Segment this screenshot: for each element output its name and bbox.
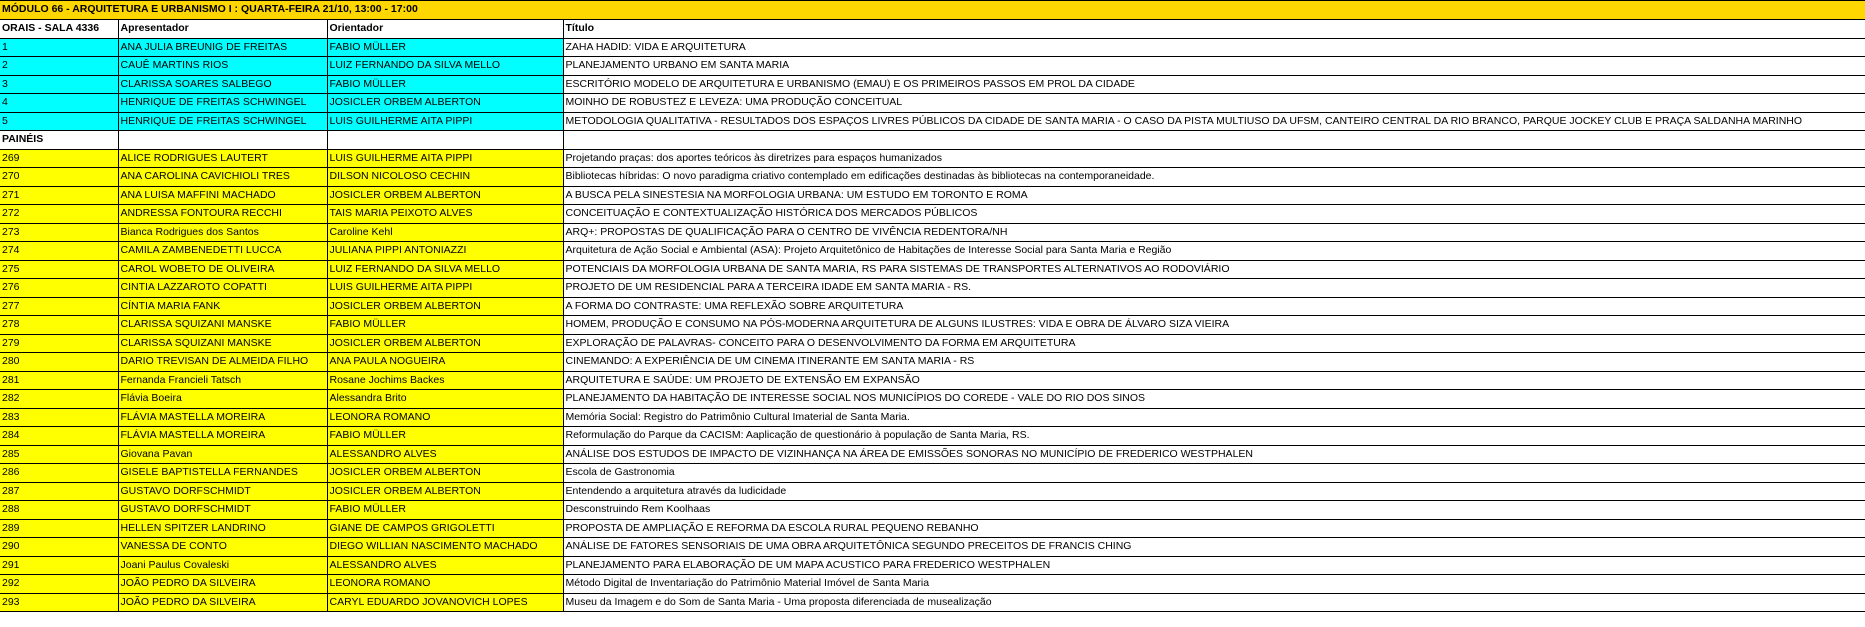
cell-apresentador[interactable]: ANDRESSA FONTOURA RECCHI	[118, 205, 327, 224]
cell-orientador[interactable]: LUIZ FERNANDO DA SILVA MELLO	[327, 57, 563, 76]
cell-apresentador[interactable]: FLÁVIA MASTELLA MOREIRA	[118, 427, 327, 446]
cell-titulo[interactable]: Reformulação do Parque da CACISM: Aaplicação de questionário à população de Santa Maria, RS.	[563, 427, 1865, 446]
cell-titulo[interactable]: POTENCIAIS DA MORFOLOGIA URBANA DE SANTA MARIA, RS PARA SISTEMAS DE TRANSPORTES ALTERNATIVOS AO RODOVIÁRIO	[563, 260, 1865, 279]
cell-number[interactable]: 2	[0, 57, 118, 76]
painel-row	[0, 316, 1865, 335]
cell-orientador[interactable]: LUIZ FERNANDO DA SILVA MELLO	[327, 260, 563, 279]
cell-titulo[interactable]: EXPLORAÇÃO DE PALAVRAS- CONCEITO PARA O DESENVOLVIMENTO DA FORMA EM ARQUITETURA	[563, 334, 1865, 353]
cell-titulo[interactable]: A BUSCA PELA SINESTESIA NA MORFOLOGIA URBANA: UM ESTUDO EM TORONTO E ROMA	[563, 186, 1865, 205]
painel-row	[0, 519, 1865, 538]
cell-orientador[interactable]: DIEGO WILLIAN NASCIMENTO MACHADO	[327, 538, 563, 557]
empty-cell[interactable]	[118, 131, 327, 150]
cell-number[interactable]: 279	[0, 334, 118, 353]
cell-number[interactable]: 281	[0, 371, 118, 390]
cell-apresentador[interactable]: CINTIA LAZZAROTO COPATTI	[118, 279, 327, 298]
cell-apresentador[interactable]: GUSTAVO DORFSCHMIDT	[118, 482, 327, 501]
cell-orientador[interactable]: ALESSANDRO ALVES	[327, 445, 563, 464]
cell-orientador[interactable]: LEONORA ROMANO	[327, 575, 563, 594]
cell-number[interactable]: 289	[0, 519, 118, 538]
cell-orientador[interactable]: FABIO MÜLLER	[327, 316, 563, 335]
paineis-label[interactable]: PAINÉIS	[0, 131, 118, 150]
cell-apresentador[interactable]: CAUÊ MARTINS RIOS	[118, 57, 327, 76]
painel-row	[0, 242, 1865, 261]
cell-number[interactable]: 277	[0, 297, 118, 316]
cell-apresentador[interactable]: VANESSA DE CONTO	[118, 538, 327, 557]
painel-row	[0, 445, 1865, 464]
cell-orientador[interactable]: JOSICLER ORBEM ALBERTON	[327, 94, 563, 113]
cell-orientador[interactable]: JOSICLER ORBEM ALBERTON	[327, 186, 563, 205]
painel-row	[0, 149, 1865, 168]
painel-row	[0, 464, 1865, 483]
cell-apresentador[interactable]: Flávia Boeira	[118, 390, 327, 409]
cell-apresentador[interactable]: HENRIQUE DE FREITAS SCHWINGEL	[118, 112, 327, 131]
oral-row	[0, 112, 1865, 131]
oral-row	[0, 94, 1865, 113]
cell-titulo[interactable]: Projetando praças: dos aportes teóricos às diretrizes para espaços humanizados	[563, 149, 1865, 168]
cell-orientador[interactable]: ANA PAULA NOGUEIRA	[327, 353, 563, 372]
painel-row	[0, 427, 1865, 446]
cell-orientador[interactable]: TAIS MARIA PEIXOTO ALVES	[327, 205, 563, 224]
paineis-section-row	[0, 131, 1865, 150]
cell-orientador[interactable]: JOSICLER ORBEM ALBERTON	[327, 482, 563, 501]
cell-apresentador[interactable]: Joani Paulus Covaleski	[118, 556, 327, 575]
painel-row	[0, 334, 1865, 353]
empty-cell[interactable]	[563, 131, 1865, 150]
cell-number[interactable]: 287	[0, 482, 118, 501]
cell-titulo[interactable]: ESCRITÓRIO MODELO DE ARQUITETURA E URBANISMO (EMAU) E OS PRIMEIROS PASSOS EM PROL DA CIDADE	[563, 75, 1865, 94]
painel-row	[0, 501, 1865, 520]
cell-titulo[interactable]: Desconstruindo Rem Koolhaas	[563, 501, 1865, 520]
cell-number[interactable]: 291	[0, 556, 118, 575]
cell-number[interactable]: 273	[0, 223, 118, 242]
header-orientador[interactable]: Orientador	[327, 20, 563, 39]
header-titulo[interactable]: Título	[563, 20, 1865, 39]
cell-titulo[interactable]: Arquitetura de Ação Social e Ambiental (ASA): Projeto Arquitetônico de Habitações de Interesse Social para Santa Maria e Região	[563, 242, 1865, 261]
cell-orientador[interactable]: Caroline Kehl	[327, 223, 563, 242]
cell-titulo[interactable]: CINEMANDO: A EXPERIÊNCIA DE UM CINEMA ITINERANTE EM SANTA MARIA - RS	[563, 353, 1865, 372]
cell-apresentador[interactable]: FLÁVIA MASTELLA MOREIRA	[118, 408, 327, 427]
cell-titulo[interactable]: PLANEJAMENTO PARA ELABORAÇÃO DE UM MAPA ACUSTICO PARA FREDERICO WESTPHALEN	[563, 556, 1865, 575]
cell-apresentador[interactable]: CÍNTIA MARIA FANK	[118, 297, 327, 316]
painel-row	[0, 353, 1865, 372]
cell-number[interactable]: 292	[0, 575, 118, 594]
cell-titulo[interactable]: ARQ+: PROPOSTAS DE QUALIFICAÇÃO PARA O CENTRO DE VIVÊNCIA REDENTORA/NH	[563, 223, 1865, 242]
cell-titulo[interactable]: ARQUITETURA E SAÚDE: UM PROJETO DE EXTENSÃO EM EXPANSÃO	[563, 371, 1865, 390]
cell-number[interactable]: 272	[0, 205, 118, 224]
cell-titulo[interactable]: CONCEITUAÇÃO E CONTEXTUALIZAÇÃO HISTÓRICA DOS MERCADOS PÚBLICOS	[563, 205, 1865, 224]
oral-row	[0, 38, 1865, 57]
painel-row	[0, 260, 1865, 279]
cell-apresentador[interactable]: JOÃO PEDRO DA SILVEIRA	[118, 593, 327, 612]
cell-orientador[interactable]: JOSICLER ORBEM ALBERTON	[327, 297, 563, 316]
cell-orientador[interactable]: Alessandra Brito	[327, 390, 563, 409]
cell-apresentador[interactable]: Giovana Pavan	[118, 445, 327, 464]
cell-number[interactable]: 4	[0, 94, 118, 113]
cell-number[interactable]: 270	[0, 168, 118, 187]
header-apresentador[interactable]: Apresentador	[118, 20, 327, 39]
cell-orientador[interactable]: FABIO MÜLLER	[327, 38, 563, 57]
cell-orientador[interactable]: DILSON NICOLOSO CECHIN	[327, 168, 563, 187]
painel-row	[0, 538, 1865, 557]
painel-row	[0, 408, 1865, 427]
cell-orientador[interactable]: FABIO MÜLLER	[327, 501, 563, 520]
cell-number[interactable]: 271	[0, 186, 118, 205]
cell-number[interactable]: 276	[0, 279, 118, 298]
cell-number[interactable]: 1	[0, 38, 118, 57]
cell-number[interactable]: 284	[0, 427, 118, 446]
oral-row	[0, 57, 1865, 76]
painel-row	[0, 482, 1865, 501]
cell-titulo[interactable]: A FORMA DO CONTRASTE: UMA REFLEXÃO SOBRE ARQUITETURA	[563, 297, 1865, 316]
empty-cell[interactable]	[327, 131, 563, 150]
cell-number[interactable]: 5	[0, 112, 118, 131]
cell-apresentador[interactable]: ALICE RODRIGUES LAUTERT	[118, 149, 327, 168]
cell-number[interactable]: 283	[0, 408, 118, 427]
cell-number[interactable]: 285	[0, 445, 118, 464]
cell-apresentador[interactable]: HELLEN SPITZER LANDRINO	[118, 519, 327, 538]
cell-number[interactable]: 278	[0, 316, 118, 335]
cell-apresentador[interactable]: GUSTAVO DORFSCHMIDT	[118, 501, 327, 520]
painel-row	[0, 186, 1865, 205]
cell-orientador[interactable]: FABIO MÜLLER	[327, 427, 563, 446]
cell-apresentador[interactable]: CAROL WOBETO DE OLIVEIRA	[118, 260, 327, 279]
painel-row	[0, 371, 1865, 390]
cell-orientador[interactable]: FABIO MÜLLER	[327, 75, 563, 94]
cell-number[interactable]: 275	[0, 260, 118, 279]
cell-apresentador[interactable]: Fernanda Francieli Tatsch	[118, 371, 327, 390]
cell-titulo[interactable]: HOMEM, PRODUÇÃO E CONSUMO NA PÓS-MODERNA ARQUITETURA DE ALGUNS ILUSTRES: VIDA E OBRA DE ÁLVARO SIZA VIEIRA	[563, 316, 1865, 335]
cell-titulo[interactable]: Método Digital de Inventariação do Patrimônio Material Imóvel de Santa Maria	[563, 575, 1865, 594]
cell-apresentador[interactable]: ANA JULIA BREUNIG DE FREITAS	[118, 38, 327, 57]
cell-apresentador[interactable]: JOÃO PEDRO DA SILVEIRA	[118, 575, 327, 594]
cell-apresentador[interactable]: CLARISSA SQUIZANI MANSKE	[118, 334, 327, 353]
cell-orientador[interactable]: LEONORA ROMANO	[327, 408, 563, 427]
cell-number[interactable]: 288	[0, 501, 118, 520]
cell-titulo[interactable]: ANÁLISE DE FATORES SENSORIAIS DE UMA OBRA ARQUITETÔNICA SEGUNDO PRECEITOS DE FRANCIS CHING	[563, 538, 1865, 557]
cell-number[interactable]: 274	[0, 242, 118, 261]
cell-apresentador[interactable]: CAMILA ZAMBENEDETTI LUCCA	[118, 242, 327, 261]
painel-row	[0, 593, 1865, 612]
painel-row	[0, 575, 1865, 594]
cell-number[interactable]: 290	[0, 538, 118, 557]
cell-apresentador[interactable]: Bianca Rodrigues dos Santos	[118, 223, 327, 242]
cell-apresentador[interactable]: CLARISSA SOARES SALBEGO	[118, 75, 327, 94]
cell-number[interactable]: 280	[0, 353, 118, 372]
cell-orientador[interactable]: CARYL EDUARDO JOVANOVICH LOPES	[327, 593, 563, 612]
cell-titulo[interactable]: PROJETO DE UM RESIDENCIAL PARA A TERCEIRA IDADE EM SANTA MARIA - RS.	[563, 279, 1865, 298]
painel-row	[0, 297, 1865, 316]
cell-number[interactable]: 282	[0, 390, 118, 409]
cell-orientador[interactable]: JULIANA PIPPI ANTONIAZZI	[327, 242, 563, 261]
cell-apresentador[interactable]: ANA LUISA MAFFINI MACHADO	[118, 186, 327, 205]
oral-row	[0, 75, 1865, 94]
cell-apresentador[interactable]: ANA CAROLINA CAVICHIOLI TRES	[118, 168, 327, 187]
cell-orientador[interactable]: LUIS GUILHERME AITA PIPPI	[327, 112, 563, 131]
cell-titulo[interactable]: ANÁLISE DOS ESTUDOS DE IMPACTO DE VIZINHANÇA NA ÁREA DE EMISSÕES SONORAS NO MUNICÍPIO DE FREDERICO WESTPHALEN	[563, 445, 1865, 464]
painel-row	[0, 205, 1865, 224]
cell-apresentador[interactable]: CLARISSA SQUIZANI MANSKE	[118, 316, 327, 335]
cell-apresentador[interactable]: DARIO TREVISAN DE ALMEIDA FILHO	[118, 353, 327, 372]
cell-titulo[interactable]: Bibliotecas híbridas: O novo paradigma criativo contemplado em edificações destinadas às bibliotecas na contemporaneidade.	[563, 168, 1865, 187]
cell-orientador[interactable]: LUIS GUILHERME AITA PIPPI	[327, 279, 563, 298]
cell-titulo[interactable]: METODOLOGIA QUALITATIVA - RESULTADOS DOS ESPAÇOS LIVRES PÚBLICOS DA CIDADE DE SANTA MARIA - O CASO DA PISTA MULTIUSO DA UFSM, CANTEIRO CENTRAL DA RIO BRANCO, PARQUE JOCKEY CLUB E PRAÇA SALDANHA MARINHO	[563, 112, 1865, 131]
cell-apresentador[interactable]: GISELE BAPTISTELLA FERNANDES	[118, 464, 327, 483]
painel-row	[0, 556, 1865, 575]
painel-row	[0, 390, 1865, 409]
cell-number[interactable]: 293	[0, 593, 118, 612]
cell-titulo[interactable]: Entendendo a arquitetura através da ludicidade	[563, 482, 1865, 501]
painel-row	[0, 223, 1865, 242]
cell-titulo[interactable]: PLANEJAMENTO URBANO EM SANTA MARIA	[563, 57, 1865, 76]
cell-orientador[interactable]: ALESSANDRO ALVES	[327, 556, 563, 575]
cell-orientador[interactable]: LUIS GUILHERME AITA PIPPI	[327, 149, 563, 168]
cell-titulo[interactable]: ZAHA HADID: VIDA E ARQUITETURA	[563, 38, 1865, 57]
painel-row	[0, 279, 1865, 298]
cell-orientador[interactable]: JOSICLER ORBEM ALBERTON	[327, 334, 563, 353]
painel-row	[0, 168, 1865, 187]
module-title-row	[0, 1, 1865, 20]
cell-number[interactable]: 269	[0, 149, 118, 168]
cell-titulo[interactable]: PLANEJAMENTO DA HABITAÇÃO DE INTERESSE SOCIAL NOS MUNICÍPIOS DO COREDE - VALE DO RIO DOS SINOS	[563, 390, 1865, 409]
header-orais[interactable]: ORAIS - SALA 4336	[0, 20, 118, 39]
cell-orientador[interactable]: JOSICLER ORBEM ALBERTON	[327, 464, 563, 483]
cell-orientador[interactable]: Rosane Jochims Backes	[327, 371, 563, 390]
cell-titulo[interactable]: PROPOSTA DE AMPLIAÇÃO E REFORMA DA ESCOLA RURAL PEQUENO REBANHO	[563, 519, 1865, 538]
cell-apresentador[interactable]: HENRIQUE DE FREITAS SCHWINGEL	[118, 94, 327, 113]
cell-titulo[interactable]: MOINHO DE ROBUSTEZ E LEVEZA: UMA PRODUÇÃO CONCEITUAL	[563, 94, 1865, 113]
cell-titulo[interactable]: Memória Social: Registro do Patrimônio Cultural Imaterial de Santa Maria.	[563, 408, 1865, 427]
module-title[interactable]: MÓDULO 66 - ARQUITETURA E URBANISMO I : QUARTA-FEIRA 21/10, 13:00 - 17:00	[0, 1, 1865, 20]
cell-number[interactable]: 286	[0, 464, 118, 483]
header-row	[0, 20, 1865, 39]
cell-titulo[interactable]: Escola de Gastronomia	[563, 464, 1865, 483]
cell-number[interactable]: 3	[0, 75, 118, 94]
cell-titulo[interactable]: Museu da Imagem e do Som de Santa Maria - Uma proposta diferenciada de musealização	[563, 593, 1865, 612]
cell-orientador[interactable]: GIANE DE CAMPOS GRIGOLETTI	[327, 519, 563, 538]
